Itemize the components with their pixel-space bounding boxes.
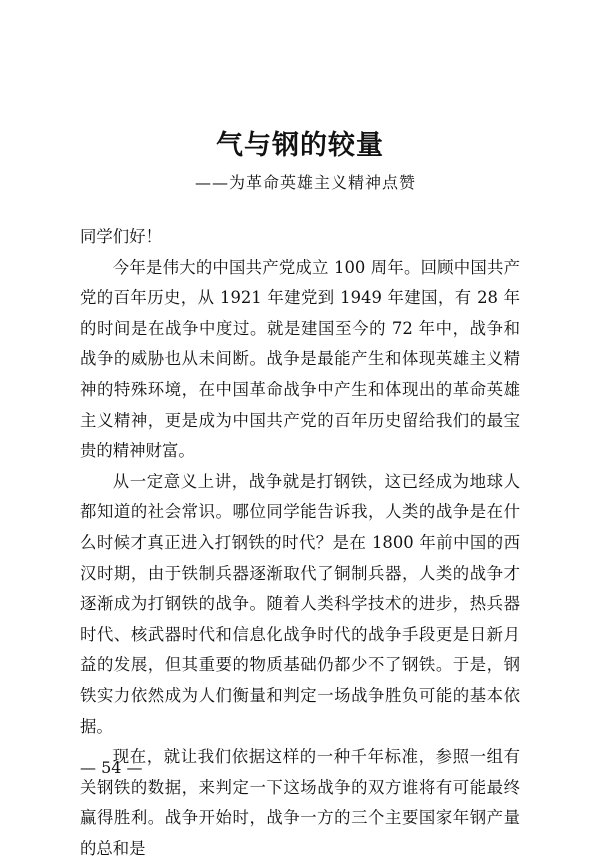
greeting: 同学们好！ <box>80 227 162 246</box>
paragraph-1: 今年是伟大的中国共产党成立 100 周年。回顾中国共产党的百年历史，从 1921 年建党到 1949 年建国，有 28 年的时间是在战争中度过。就是建国至今的 72 年中，战争和战争的威胁也从未间断。战争是最能产生和体现英雄主义精神的特殊环境，在中国革命战争中产生和体现出的革命英雄主义精神，更是成为中国共产党的百年历史留给我们的最宝贵的精神财富。 <box>80 257 520 461</box>
body-text <box>80 222 520 864</box>
paragraph-2: 从一定意义上讲，战争就是打钢铁，这已经成为地球人都知道的社会常识。哪位同学能告诉我，人类的战争是在什么时候才真正进入打钢铁的时代？是在 1800 年前中国的西汉时期，由于铁制兵器逐渐取代了铜制兵器，人类的战争才逐渐成为打钢铁的战争。随着人类科学技术的进步，热兵器时代、核武器时代和信息化战争时代的战争手段更是日新月益的发展，但其重要的物质基础仍都少不了钢铁。于是，钢铁实力依然成为人们衡量和判定一场战争胜负可能的基本依据。 <box>80 471 520 736</box>
paragraph-3: 现在，就让我们依据这样的一种千年标准，参照一组有关钢铁的数据，来判定一下这场战争的双方谁将有可能最终赢得胜利。战争开始时，战争一方的三个主要国家年钢产量的总和是 <box>80 747 520 858</box>
page-title: 气与钢的较量 <box>216 130 384 161</box>
page-number: — 54 — <box>80 758 143 777</box>
page-subtitle: ——为革命英雄主义精神点赞 <box>195 173 417 192</box>
